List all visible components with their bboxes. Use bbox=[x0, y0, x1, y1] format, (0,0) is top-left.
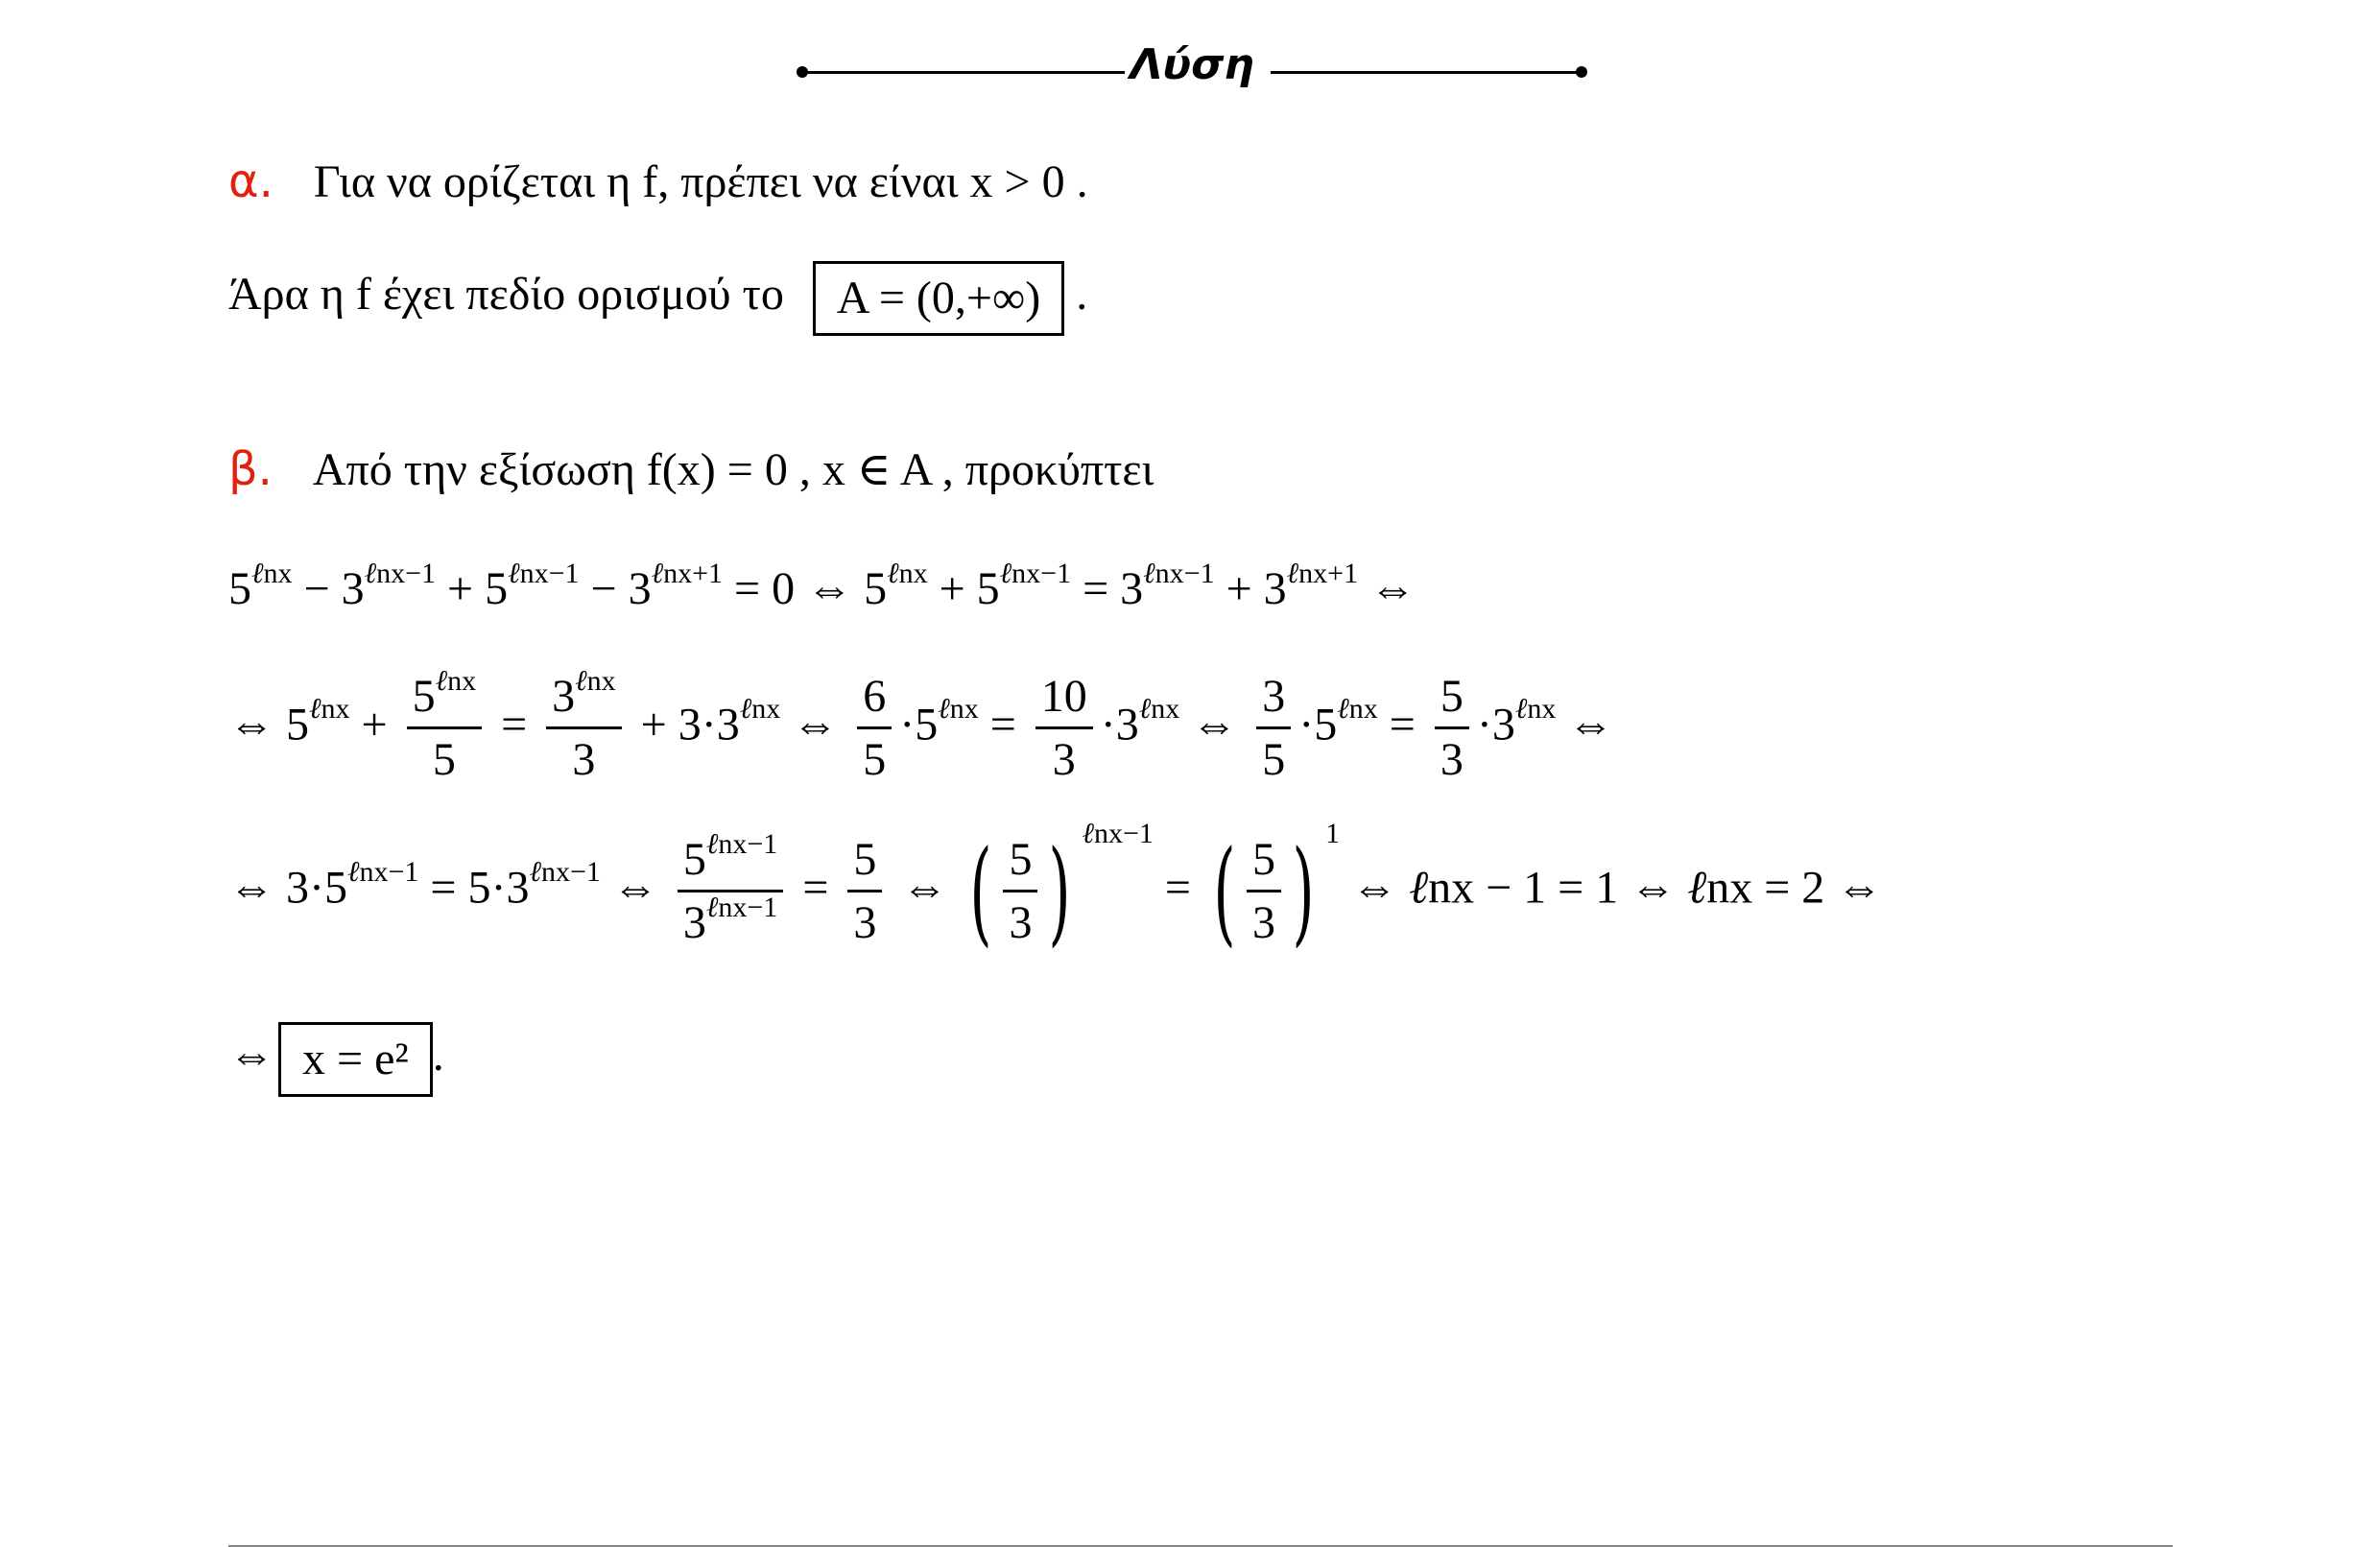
equation-line-3: ⇔ $3\cdot 5^{\ell nx-1} = 5\cdot 3^{\ell nx-1}$ ⇔ $\frac{5^{\ell nx-1}}{3^{\ell nx-1}}$ = $\frac{5}{3}$ ⇔ ( $\frac{5}{3}$ ) $^{\ell nx-1}$ = ( $\frac{5}{3}$ ) $^1$ ⇔ ℓnx − 1 = 1 ⇔ ℓnx = 2 ⇔ bbox=[228, 818, 1883, 959]
answer-box bbox=[278, 1022, 433, 1097]
part-b-sentence: Από την εξίσωση f(x) = 0 , x ∈ A , προκύπτει bbox=[312, 444, 1154, 495]
domain-set-box bbox=[813, 261, 1064, 336]
part-a-label: α. bbox=[228, 155, 274, 208]
part-b-label: β. bbox=[228, 442, 273, 496]
rule-right bbox=[1271, 71, 1582, 74]
equation-line-1: $5^{\ell nx} - 3^{\ell nx-1} + 5^{\ell nx-1} - 3^{\ell nx+1} = 0$ ⇔ $5^{\ell nx} + 5^{\ell nx-1} = 3^{\ell nx-1} + 3^{\ell nx+1}$ ⇔ bbox=[228, 558, 1416, 614]
part-a-sentence: Για να ορίζεται η f, πρέπει να είναι x > 0 . bbox=[313, 156, 1088, 207]
domain-text: Άρα η f έχει πεδίο ορισμού το bbox=[228, 269, 784, 321]
domain-end: . bbox=[1076, 269, 1088, 321]
answer: x = e² bbox=[302, 1034, 409, 1084]
part-b-line-1 bbox=[228, 442, 1154, 496]
equation-line-2: ⇔ $5^{\ell nx}$ + $\frac{5^{\ell nx}}{5}$ = $\frac{3^{\ell nx}}{3}$ + $3\cdot 3^{\ell nx}$ ⇔ $\frac{6}{5}$ $\cdot 5^{\ell nx}$ = $\frac{10}{3}$ $\cdot 3^{\ell nx}$ ⇔ $\frac{3}{5}$ $\cdot 5^{\ell nx}$ = $\frac{5}{3}$ $\cdot 3^{\ell nx}$ ⇔ bbox=[228, 665, 1614, 785]
rule-right-dot bbox=[1576, 66, 1587, 78]
part-a-line-2 bbox=[228, 261, 1087, 336]
domain-set: A = (0,+∞) bbox=[836, 273, 1041, 323]
section-header bbox=[797, 40, 1587, 98]
part-a-line-1 bbox=[228, 155, 1088, 208]
section-title: Λύση bbox=[1130, 40, 1254, 89]
final-answer-line: ⇔ x = e² . bbox=[228, 1022, 444, 1097]
answer-end: . bbox=[432, 1030, 444, 1082]
